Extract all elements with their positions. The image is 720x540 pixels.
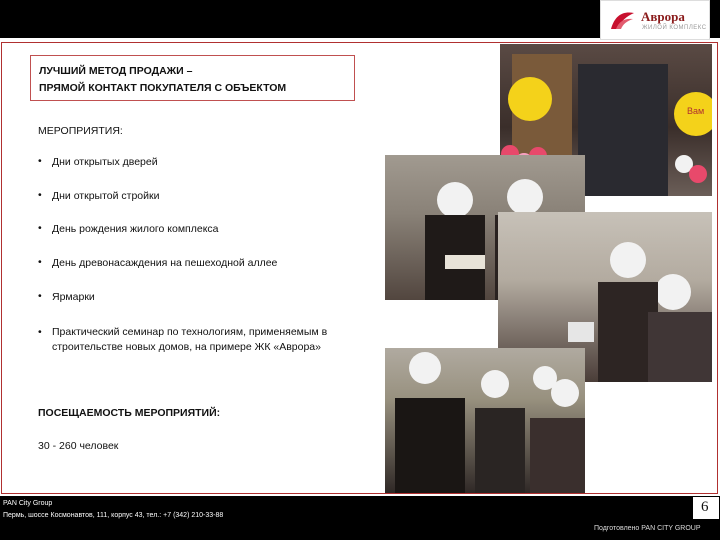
title-line-1: ЛУЧШИЙ МЕТОД ПРОДАЖИ – xyxy=(39,65,193,77)
events-heading: МЕРОПРИЯТИЯ: xyxy=(38,125,123,137)
page-number: 6 xyxy=(693,497,719,519)
slide-title xyxy=(30,55,355,101)
balloon-text: Вам xyxy=(687,106,705,116)
bullet-icon: • xyxy=(38,222,42,234)
logo-tagline: ЖИЛОЙ КОМПЛЕКС xyxy=(642,25,707,31)
footer-company: PAN City Group xyxy=(3,500,53,507)
bullet-icon: • xyxy=(38,326,42,338)
aurora-logo xyxy=(600,0,710,40)
attendance-heading: ПОСЕЩАЕМОСТЬ МЕРОПРИЯТИЙ: xyxy=(38,407,221,419)
title-line-2: ПРЯМОЙ КОНТАКТ ПОКУПАТЕЛЯ С ОБЪЕКТОМ xyxy=(39,82,287,94)
aurora-logo-icon xyxy=(607,7,637,33)
bullet-icon: • xyxy=(38,155,42,167)
bullet-icon: • xyxy=(38,290,42,302)
photo-group-helmets xyxy=(385,348,585,493)
attendance-value: 30 - 260 человек xyxy=(38,440,119,452)
bullet-icon: • xyxy=(38,256,42,268)
footer-address: Пермь, шоссе Космонавтов, 111, корпус 43, тел.: +7 (342) 210-33-88 xyxy=(3,512,224,519)
logo-name: Аврора xyxy=(641,9,685,24)
bullet-icon: • xyxy=(38,189,42,201)
footer-bar xyxy=(0,496,720,540)
prepared-by: Подготовлено PAN CITY GROUP xyxy=(594,525,701,532)
